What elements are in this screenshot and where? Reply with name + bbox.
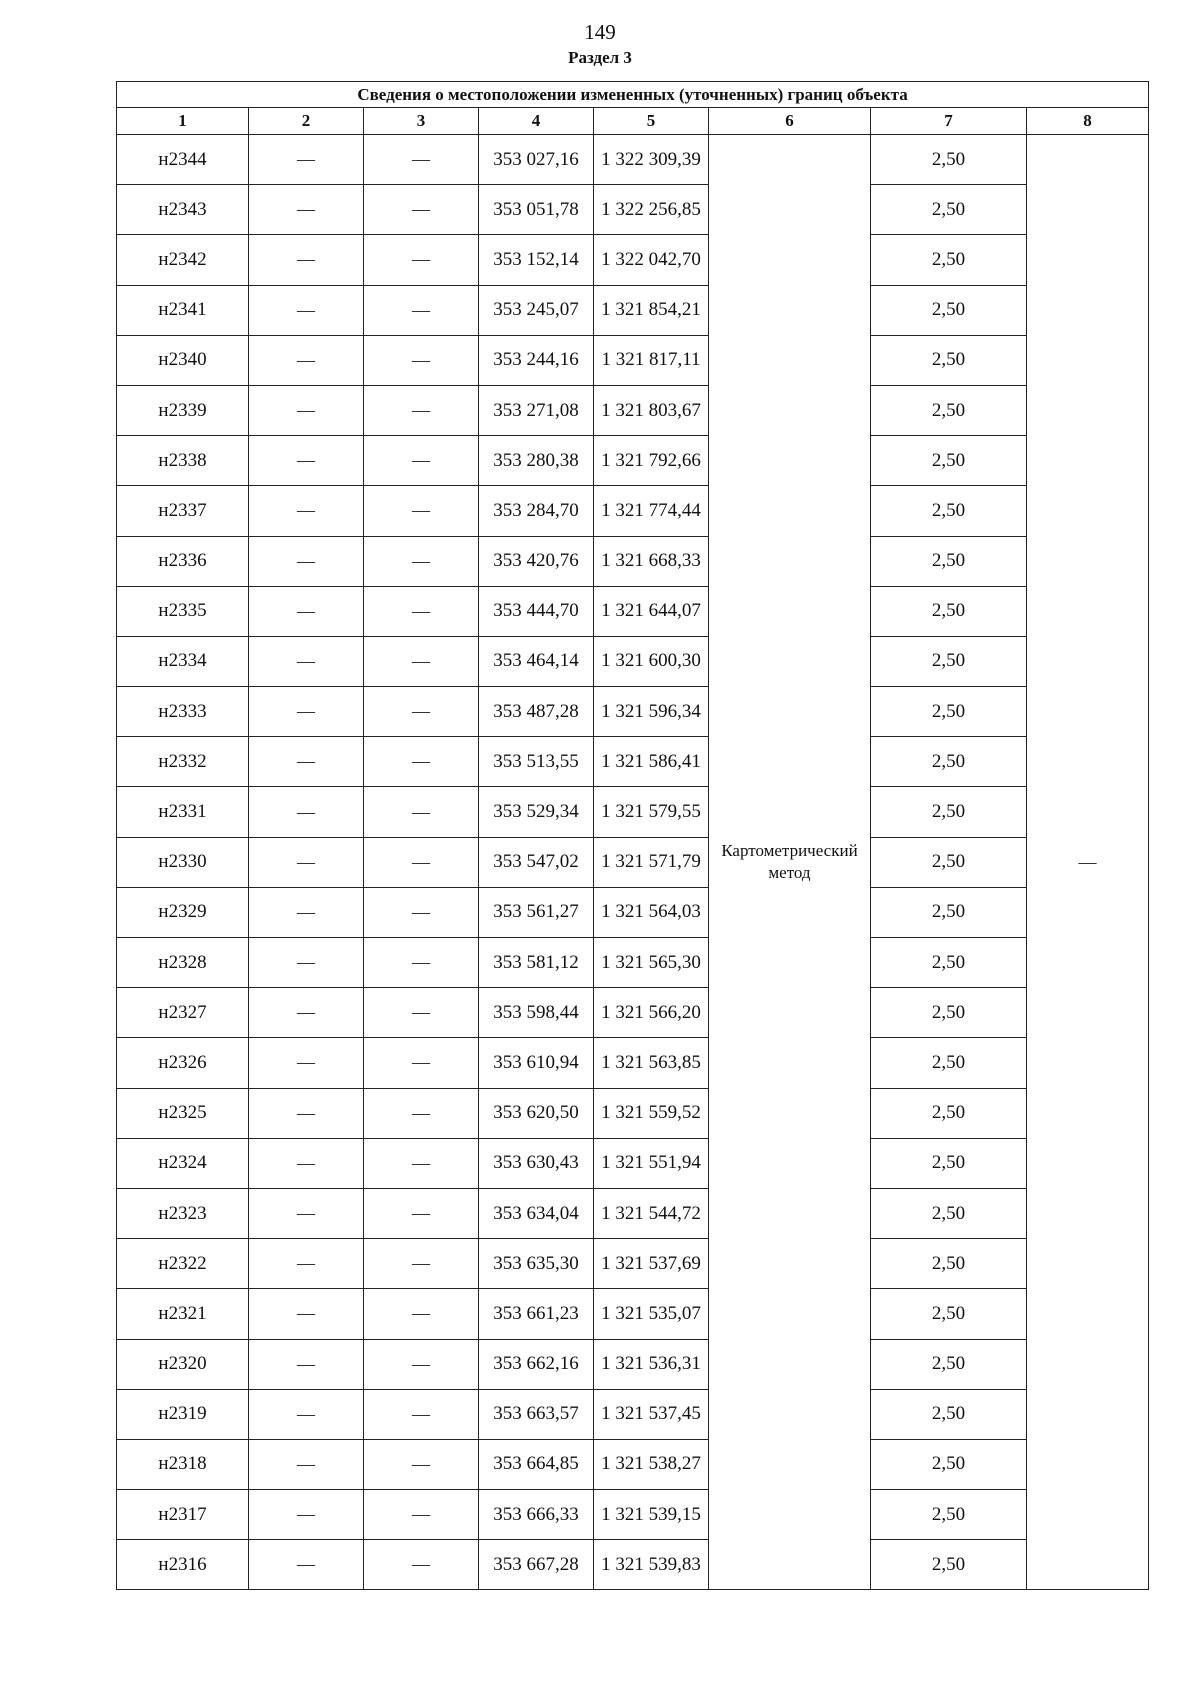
accuracy-cell: 2,50	[871, 837, 1027, 887]
table-row	[117, 1289, 1149, 1339]
table-row	[117, 988, 1149, 1038]
accuracy-cell: 2,50	[871, 1188, 1027, 1238]
accuracy-cell: 2,50	[871, 887, 1027, 937]
y-coordinate-cell: 1 322 042,70	[594, 235, 709, 285]
column-2-cell: —	[249, 636, 364, 686]
column-3-cell: —	[364, 235, 479, 285]
y-coordinate-cell: 1 321 535,07	[594, 1289, 709, 1339]
page-number: 149	[584, 20, 616, 44]
table-row	[117, 687, 1149, 737]
column-number-row	[117, 108, 1149, 135]
x-coordinate-cell: 353 245,07	[479, 285, 594, 335]
x-coordinate-cell: 353 635,30	[479, 1239, 594, 1289]
column-number: 7	[871, 108, 1027, 135]
column-2-cell: —	[249, 1389, 364, 1439]
x-coordinate-cell: 353 630,43	[479, 1138, 594, 1188]
table-row	[117, 285, 1149, 335]
column-2-cell: —	[249, 737, 364, 787]
accuracy-cell: 2,50	[871, 787, 1027, 837]
x-coordinate-cell: 353 464,14	[479, 636, 594, 686]
column-3-cell: —	[364, 787, 479, 837]
column-3-cell: —	[364, 988, 479, 1038]
column-2-cell: —	[249, 988, 364, 1038]
column-3-cell: —	[364, 1038, 479, 1088]
accuracy-cell: 2,50	[871, 737, 1027, 787]
x-coordinate-cell: 353 664,85	[479, 1439, 594, 1489]
x-coordinate-cell: 353 663,57	[479, 1389, 594, 1439]
column-number: 5	[594, 108, 709, 135]
column-2-cell: —	[249, 1289, 364, 1339]
x-coordinate-cell: 353 051,78	[479, 185, 594, 235]
x-coordinate-cell: 353 667,28	[479, 1540, 594, 1590]
column-3-cell: —	[364, 737, 479, 787]
table-caption: Сведения о местоположении измененных (уточненных) границ объекта	[117, 82, 1149, 108]
point-number-cell: н2323	[117, 1188, 249, 1238]
y-coordinate-cell: 1 321 774,44	[594, 486, 709, 536]
column-2-cell: —	[249, 1188, 364, 1238]
table-row	[117, 787, 1149, 837]
y-coordinate-cell: 1 321 668,33	[594, 536, 709, 586]
boundary-coordinates-table	[116, 81, 1149, 1590]
column-3-cell: —	[364, 636, 479, 686]
table-row	[117, 1239, 1149, 1289]
column-3-cell: —	[364, 938, 479, 988]
accuracy-cell: 2,50	[871, 1239, 1027, 1289]
method-cell: Картометрический метод	[709, 135, 871, 1590]
column-3-cell: —	[364, 687, 479, 737]
point-number-cell: н2318	[117, 1439, 249, 1489]
accuracy-cell: 2,50	[871, 335, 1027, 385]
point-number-cell: н2317	[117, 1490, 249, 1540]
point-number-cell: н2335	[117, 586, 249, 636]
column-3-cell: —	[364, 1138, 479, 1188]
accuracy-cell: 2,50	[871, 536, 1027, 586]
table-row	[117, 135, 1149, 185]
y-coordinate-cell: 1 321 600,30	[594, 636, 709, 686]
column-2-cell: —	[249, 1490, 364, 1540]
x-coordinate-cell: 353 513,55	[479, 737, 594, 787]
point-number-cell: н2339	[117, 385, 249, 435]
y-coordinate-cell: 1 321 566,20	[594, 988, 709, 1038]
y-coordinate-cell: 1 321 537,69	[594, 1239, 709, 1289]
column-2-cell: —	[249, 1439, 364, 1489]
y-coordinate-cell: 1 321 539,15	[594, 1490, 709, 1540]
point-number-cell: н2326	[117, 1038, 249, 1088]
column-3-cell: —	[364, 385, 479, 435]
y-coordinate-cell: 1 321 551,94	[594, 1138, 709, 1188]
y-coordinate-cell: 1 321 565,30	[594, 938, 709, 988]
column-3-cell: —	[364, 1389, 479, 1439]
y-coordinate-cell: 1 321 817,11	[594, 335, 709, 385]
column-number: 2	[249, 108, 364, 135]
column-3-cell: —	[364, 887, 479, 937]
column-3-cell: —	[364, 135, 479, 185]
point-number-cell: н2340	[117, 335, 249, 385]
point-number-cell: н2325	[117, 1088, 249, 1138]
y-coordinate-cell: 1 321 536,31	[594, 1339, 709, 1389]
column-3-cell: —	[364, 1339, 479, 1389]
x-coordinate-cell: 353 666,33	[479, 1490, 594, 1540]
table-row	[117, 536, 1149, 586]
point-number-cell: н2324	[117, 1138, 249, 1188]
x-coordinate-cell: 353 271,08	[479, 385, 594, 435]
column-8-cell: —	[1027, 135, 1149, 1590]
y-coordinate-cell: 1 321 564,03	[594, 887, 709, 937]
column-2-cell: —	[249, 436, 364, 486]
column-3-cell: —	[364, 1088, 479, 1138]
point-number-cell: н2328	[117, 938, 249, 988]
y-coordinate-cell: 1 321 803,67	[594, 385, 709, 435]
column-3-cell: —	[364, 1540, 479, 1590]
x-coordinate-cell: 353 581,12	[479, 938, 594, 988]
point-number-cell: н2331	[117, 787, 249, 837]
accuracy-cell: 2,50	[871, 938, 1027, 988]
x-coordinate-cell: 353 487,28	[479, 687, 594, 737]
column-2-cell: —	[249, 787, 364, 837]
y-coordinate-cell: 1 321 586,41	[594, 737, 709, 787]
accuracy-cell: 2,50	[871, 1038, 1027, 1088]
column-2-cell: —	[249, 1540, 364, 1590]
column-2-cell: —	[249, 185, 364, 235]
column-2-cell: —	[249, 837, 364, 887]
table-row	[117, 1540, 1149, 1590]
column-number: 4	[479, 108, 594, 135]
table-row	[117, 938, 1149, 988]
x-coordinate-cell: 353 284,70	[479, 486, 594, 536]
accuracy-cell: 2,50	[871, 687, 1027, 737]
column-2-cell: —	[249, 1339, 364, 1389]
point-number-cell: н2316	[117, 1540, 249, 1590]
column-3-cell: —	[364, 586, 479, 636]
table-row	[117, 1188, 1149, 1238]
point-number-cell: н2334	[117, 636, 249, 686]
y-coordinate-cell: 1 321 539,83	[594, 1540, 709, 1590]
x-coordinate-cell: 353 661,23	[479, 1289, 594, 1339]
x-coordinate-cell: 353 620,50	[479, 1088, 594, 1138]
table-row	[117, 1389, 1149, 1439]
x-coordinate-cell: 353 598,44	[479, 988, 594, 1038]
point-number-cell: н2322	[117, 1239, 249, 1289]
column-2-cell: —	[249, 536, 364, 586]
column-2-cell: —	[249, 887, 364, 937]
accuracy-cell: 2,50	[871, 1088, 1027, 1138]
x-coordinate-cell: 353 244,16	[479, 335, 594, 385]
accuracy-cell: 2,50	[871, 1540, 1027, 1590]
column-2-cell: —	[249, 1038, 364, 1088]
point-number-cell: н2333	[117, 687, 249, 737]
y-coordinate-cell: 1 321 854,21	[594, 285, 709, 335]
table-row	[117, 1490, 1149, 1540]
y-coordinate-cell: 1 322 309,39	[594, 135, 709, 185]
y-coordinate-cell: 1 321 538,27	[594, 1439, 709, 1489]
point-number-cell: н2329	[117, 887, 249, 937]
x-coordinate-cell: 353 610,94	[479, 1038, 594, 1088]
column-2-cell: —	[249, 486, 364, 536]
column-3-cell: —	[364, 1490, 479, 1540]
table-row	[117, 837, 1149, 887]
column-3-cell: —	[364, 1239, 479, 1289]
point-number-cell: н2327	[117, 988, 249, 1038]
y-coordinate-cell: 1 321 571,79	[594, 837, 709, 887]
y-coordinate-cell: 1 321 792,66	[594, 436, 709, 486]
table-row	[117, 385, 1149, 435]
column-2-cell: —	[249, 285, 364, 335]
table-row	[117, 185, 1149, 235]
table-row	[117, 1138, 1149, 1188]
point-number-cell: н2320	[117, 1339, 249, 1389]
y-coordinate-cell: 1 321 563,85	[594, 1038, 709, 1088]
column-2-cell: —	[249, 335, 364, 385]
x-coordinate-cell: 353 280,38	[479, 436, 594, 486]
table-row	[117, 1038, 1149, 1088]
column-3-cell: —	[364, 285, 479, 335]
accuracy-cell: 2,50	[871, 1289, 1027, 1339]
x-coordinate-cell: 353 027,16	[479, 135, 594, 185]
accuracy-cell: 2,50	[871, 636, 1027, 686]
accuracy-cell: 2,50	[871, 235, 1027, 285]
column-3-cell: —	[364, 536, 479, 586]
y-coordinate-cell: 1 321 559,52	[594, 1088, 709, 1138]
point-number-cell: н2336	[117, 536, 249, 586]
table-row	[117, 486, 1149, 536]
column-2-cell: —	[249, 687, 364, 737]
column-number: 6	[709, 108, 871, 135]
table-row	[117, 1439, 1149, 1489]
accuracy-cell: 2,50	[871, 185, 1027, 235]
table-row	[117, 887, 1149, 937]
point-number-cell: н2321	[117, 1289, 249, 1339]
accuracy-cell: 2,50	[871, 1339, 1027, 1389]
point-number-cell: н2341	[117, 285, 249, 335]
accuracy-cell: 2,50	[871, 486, 1027, 536]
x-coordinate-cell: 353 634,04	[479, 1188, 594, 1238]
x-coordinate-cell: 353 662,16	[479, 1339, 594, 1389]
column-3-cell: —	[364, 185, 479, 235]
table-row	[117, 586, 1149, 636]
point-number-cell: н2330	[117, 837, 249, 887]
y-coordinate-cell: 1 321 579,55	[594, 787, 709, 837]
column-3-cell: —	[364, 1188, 479, 1238]
x-coordinate-cell: 353 152,14	[479, 235, 594, 285]
column-3-cell: —	[364, 436, 479, 486]
y-coordinate-cell: 1 321 644,07	[594, 586, 709, 636]
table-row	[117, 737, 1149, 787]
column-3-cell: —	[364, 1439, 479, 1489]
accuracy-cell: 2,50	[871, 1138, 1027, 1188]
column-2-cell: —	[249, 586, 364, 636]
point-number-cell: н2342	[117, 235, 249, 285]
y-coordinate-cell: 1 321 544,72	[594, 1188, 709, 1238]
column-2-cell: —	[249, 1239, 364, 1289]
accuracy-cell: 2,50	[871, 1439, 1027, 1489]
column-2-cell: —	[249, 1138, 364, 1188]
column-3-cell: —	[364, 335, 479, 385]
table-row	[117, 335, 1149, 385]
table-body	[117, 135, 1149, 1590]
x-coordinate-cell: 353 561,27	[479, 887, 594, 937]
point-number-cell: н2337	[117, 486, 249, 536]
column-number: 8	[1027, 108, 1149, 135]
table-row	[117, 235, 1149, 285]
x-coordinate-cell: 353 444,70	[479, 586, 594, 636]
point-number-cell: н2332	[117, 737, 249, 787]
table-row	[117, 1339, 1149, 1389]
accuracy-cell: 2,50	[871, 1389, 1027, 1439]
accuracy-cell: 2,50	[871, 586, 1027, 636]
column-3-cell: —	[364, 1289, 479, 1339]
y-coordinate-cell: 1 321 596,34	[594, 687, 709, 737]
accuracy-cell: 2,50	[871, 385, 1027, 435]
column-2-cell: —	[249, 135, 364, 185]
column-2-cell: —	[249, 938, 364, 988]
accuracy-cell: 2,50	[871, 988, 1027, 1038]
column-2-cell: —	[249, 1088, 364, 1138]
section-title: Раздел 3	[568, 48, 632, 67]
accuracy-cell: 2,50	[871, 436, 1027, 486]
column-number: 3	[364, 108, 479, 135]
y-coordinate-cell: 1 321 537,45	[594, 1389, 709, 1439]
point-number-cell: н2319	[117, 1389, 249, 1439]
table-row	[117, 636, 1149, 686]
column-3-cell: —	[364, 837, 479, 887]
point-number-cell: н2343	[117, 185, 249, 235]
table-row	[117, 1088, 1149, 1138]
y-coordinate-cell: 1 322 256,85	[594, 185, 709, 235]
accuracy-cell: 2,50	[871, 135, 1027, 185]
x-coordinate-cell: 353 420,76	[479, 536, 594, 586]
column-2-cell: —	[249, 385, 364, 435]
point-number-cell: н2344	[117, 135, 249, 185]
column-2-cell: —	[249, 235, 364, 285]
accuracy-cell: 2,50	[871, 1490, 1027, 1540]
x-coordinate-cell: 353 547,02	[479, 837, 594, 887]
column-3-cell: —	[364, 486, 479, 536]
point-number-cell: н2338	[117, 436, 249, 486]
column-number: 1	[117, 108, 249, 135]
x-coordinate-cell: 353 529,34	[479, 787, 594, 837]
accuracy-cell: 2,50	[871, 285, 1027, 335]
table-row	[117, 436, 1149, 486]
